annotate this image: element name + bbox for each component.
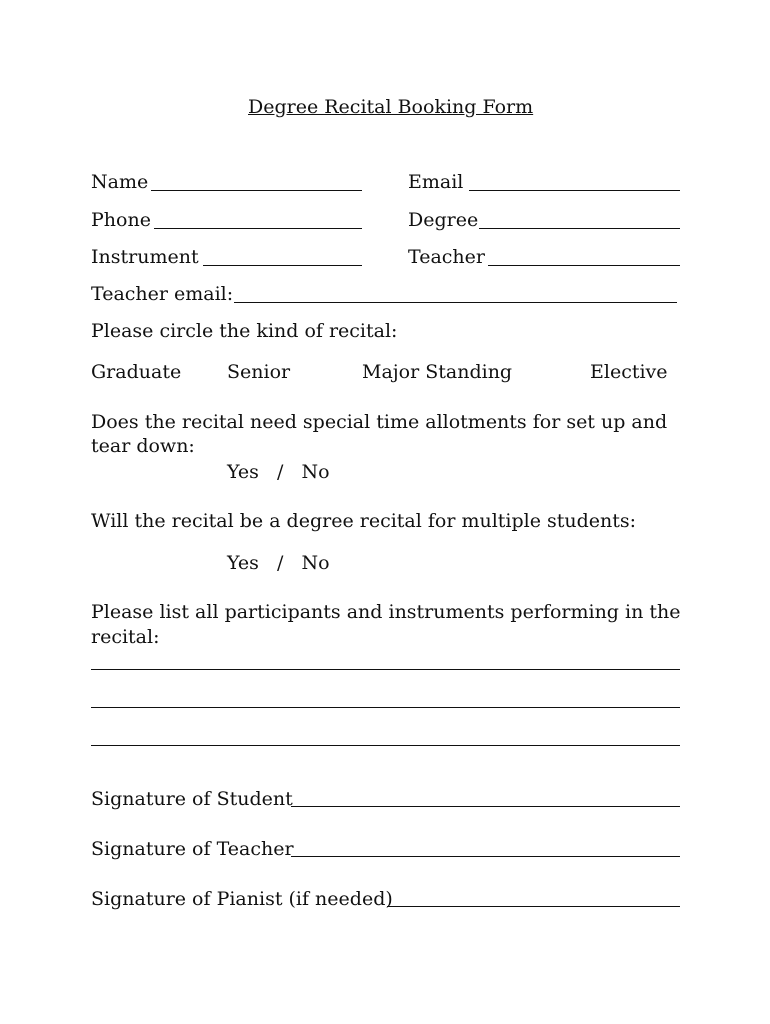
email-field-line[interactable] <box>469 190 680 191</box>
student-signature-line[interactable] <box>291 806 680 807</box>
recital-option-graduate[interactable]: Graduate <box>91 361 182 383</box>
student-signature-label: Signature of Student <box>91 788 293 810</box>
pianist-signature-label: Signature of Pianist (if needed) <box>91 888 393 910</box>
teacher-email-label: Teacher email: <box>91 283 234 305</box>
setup-question-line1: Does the recital need special time allotments for set up and <box>91 411 668 433</box>
instrument-label: Instrument <box>91 246 199 268</box>
setup-question-line2: tear down: <box>91 435 195 457</box>
recital-option-major-standing[interactable]: Major Standing <box>362 361 513 383</box>
name-field-line[interactable] <box>151 190 362 191</box>
teacher-field-line[interactable] <box>488 265 680 266</box>
recital-option-senior[interactable]: Senior <box>227 361 291 383</box>
participants-line[interactable] <box>91 745 680 746</box>
participants-line[interactable] <box>91 707 680 708</box>
phone-label: Phone <box>91 209 151 231</box>
participants-line[interactable] <box>91 669 680 670</box>
pianist-signature-line[interactable] <box>387 906 680 907</box>
phone-field-line[interactable] <box>154 228 362 229</box>
instrument-field-line[interactable] <box>203 265 362 266</box>
multiple-students-question: Will the recital be a degree recital for multiple students: <box>91 510 637 532</box>
multiple-students-yes-no[interactable]: Yes / No <box>227 552 330 574</box>
name-label: Name <box>91 171 149 193</box>
teacher-signature-label: Signature of Teacher <box>91 838 294 860</box>
participants-prompt-line2: recital: <box>91 626 160 648</box>
setup-yes-no[interactable]: Yes / No <box>227 461 330 483</box>
email-label: Email <box>408 171 464 193</box>
teacher-label: Teacher <box>408 246 485 268</box>
teacher-signature-line[interactable] <box>291 856 680 857</box>
form-title: Degree Recital Booking Form <box>248 96 534 118</box>
recital-option-elective[interactable]: Elective <box>590 361 668 383</box>
degree-field-line[interactable] <box>479 228 680 229</box>
degree-label: Degree <box>408 209 479 231</box>
participants-prompt-line1: Please list all participants and instruments performing in the <box>91 601 681 623</box>
teacher-email-field-line[interactable] <box>234 302 677 303</box>
recital-kind-prompt: Please circle the kind of recital: <box>91 320 398 342</box>
